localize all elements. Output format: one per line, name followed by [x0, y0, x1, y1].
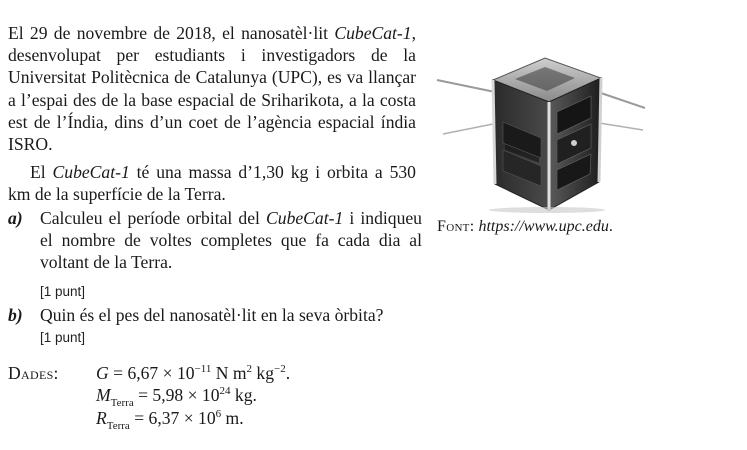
g-unit-kg-exp: −2 [274, 363, 286, 375]
question-b-letter: b) [8, 305, 23, 325]
g-unit-kg: kg [252, 363, 275, 383]
mass-text-1: El [30, 162, 53, 182]
question-b-points: [1 punt] [40, 330, 86, 345]
source-url: https://www.upc.edu [478, 218, 609, 235]
mass-text-2: té una massa d’1,30 kg i orbita a 530 km de la superfície de la Terra. [8, 162, 416, 205]
m-symbol: M [96, 385, 111, 405]
g-exponent: −11 [194, 363, 212, 375]
source-end: . [608, 218, 613, 235]
cubecat-satellite-photo [433, 22, 647, 214]
mass-paragraph [8, 161, 416, 205]
question-a-text-1: Calculeu el període orbital del [40, 208, 267, 228]
earth-radius [96, 408, 244, 432]
intro-paragraph [8, 22, 416, 155]
question-a-text-2: i indiqueu el nombre de voltes completes que fa cada dia al voltant de la Terra. [40, 208, 422, 273]
question-a-text [40, 207, 422, 274]
m-exponent: 24 [219, 385, 231, 397]
question-a [8, 207, 422, 273]
question-b [8, 304, 448, 326]
satellite-name: CubeCat-1 [266, 208, 344, 228]
satellite-name: CubeCat-1 [334, 23, 412, 43]
g-value: = 6,67 × 10 [108, 363, 195, 383]
g-unit-nm: N m [211, 363, 247, 383]
question-a-points: [1 punt] [40, 284, 86, 299]
g-symbol: G [96, 363, 109, 383]
r-value: = 6,37 × 10 [129, 408, 216, 428]
satellite-name: CubeCat-1 [52, 162, 130, 182]
m-value: = 5,98 × 10 [133, 385, 220, 405]
question-a-letter: a) [8, 208, 23, 228]
source-label: Font: [437, 218, 475, 235]
m-unit: kg. [230, 385, 257, 405]
image-source [437, 218, 613, 236]
r-symbol: R [96, 408, 107, 428]
r-unit: m. [221, 408, 244, 428]
r-subscript: Terra [106, 420, 130, 432]
m-subscript: Terra [110, 397, 134, 409]
question-b-text: Quin és el pes del nanosatèl·lit en la seva òrbita? [40, 305, 384, 325]
gravitational-constant [96, 363, 290, 384]
r-exponent: 6 [215, 408, 222, 420]
intro-text-1: El 29 de novembre de 2018, el nanosatèl·lit [8, 23, 335, 43]
data-label: Dades: [8, 363, 59, 383]
g-unit-m-exp: 2 [246, 363, 253, 375]
earth-mass [96, 385, 257, 409]
g-end: . [285, 363, 291, 383]
intro-text-2: , desenvolupat per estudiants i investigadors de la Universitat Politècnica de Catalunya (UPC), es va llançar a l’espai des de la base espacial de Sriharikota, a la costa est de l’Índia, dins d’un coet de l’agència espacial índia ISRO. [8, 23, 416, 155]
